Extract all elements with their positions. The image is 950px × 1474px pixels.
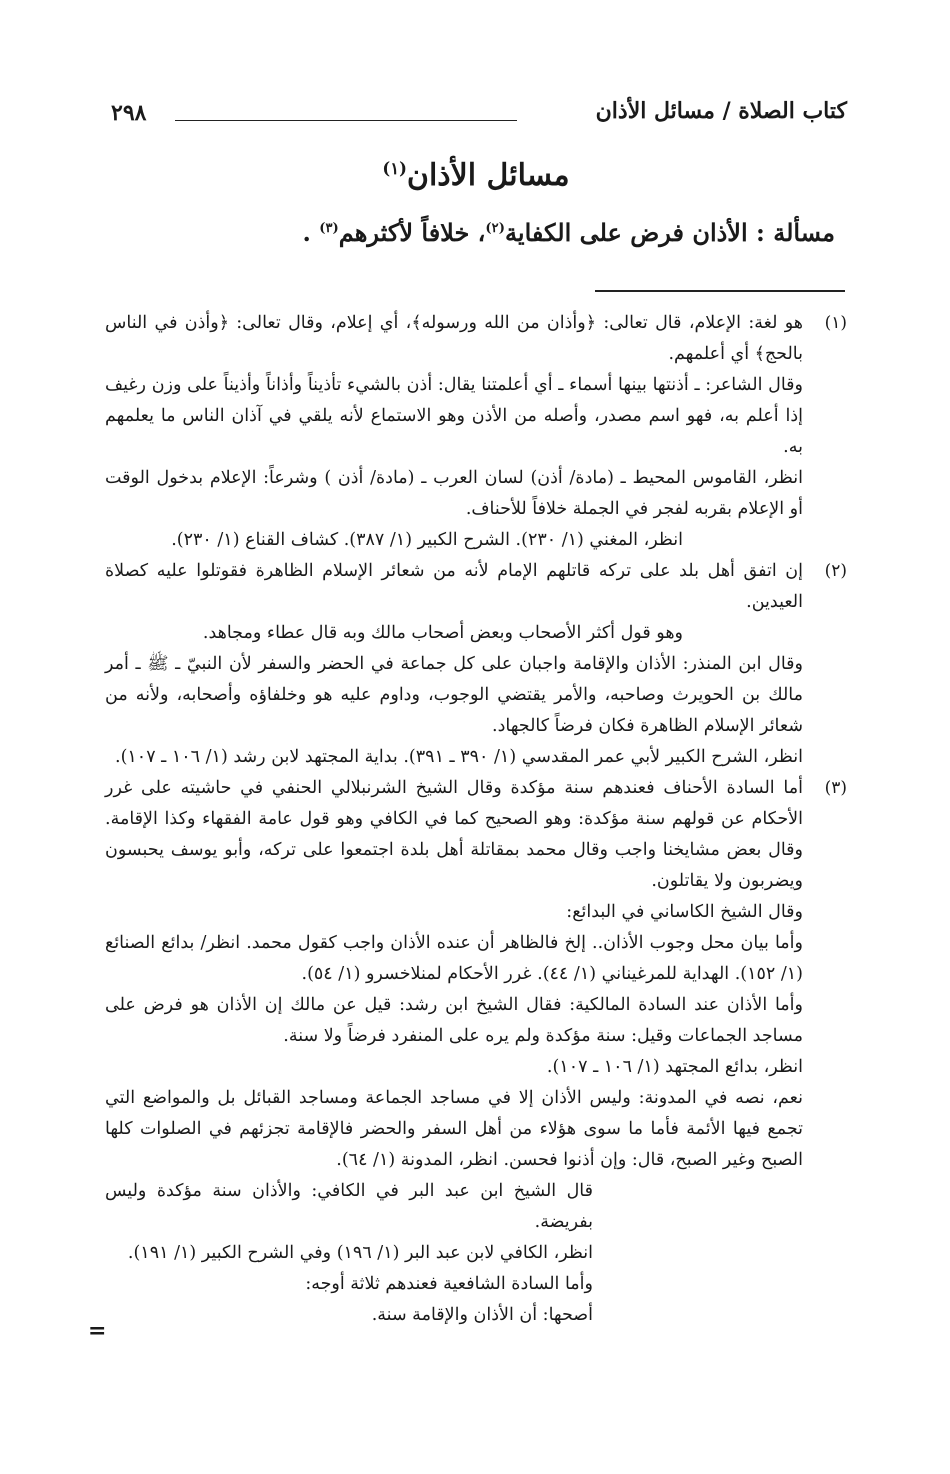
masala-text-b: ، خلافاً لأكثرهم xyxy=(338,218,486,247)
running-title: كتاب الصلاة / مسائل الأذان xyxy=(595,98,847,124)
footnote-2 xyxy=(105,556,847,773)
footnote-paragraph: وقال الشيخ الكاساني في البدائع: xyxy=(566,902,803,922)
masala-footnote-ref-3: (٣) xyxy=(319,221,339,236)
continuation-mark: = xyxy=(88,1318,107,1344)
footnote-paragraph: انظر، الكافي لابن عبد البر (١/ ١٩٦) وفي الشرح الكبير (١/ ١٩١). xyxy=(127,1243,593,1263)
chapter-title-text: مسائل الأذان xyxy=(406,158,570,193)
masala-text-a: الأذان فرض على الكفاية xyxy=(505,218,748,247)
footnote-number: (٣) xyxy=(824,778,847,798)
masala-end: . xyxy=(302,218,320,247)
footnote-paragraph: وأما بيان محل وجوب الأذان.. إلخ فالظاهر أن عنده الأذان واجب كقول محمد. انظر/ بدائع الصنائع (١/ ١٥٢). الهداية للمرغيناني (١/ ٤٤). غرر الأحكام لمنلاخسرو (١/ ٥٤). xyxy=(105,933,803,984)
footnote-paragraph: قال الشيخ ابن عبد البر في الكافي: والأذان سنة مؤكدة وليس بفريضة. xyxy=(105,1181,593,1232)
footnotes xyxy=(105,308,847,1331)
footnote-number: (١) xyxy=(824,313,847,333)
chapter-footnote-ref: (١) xyxy=(382,159,407,178)
footnote-paragraph: وأما الأذان عند السادة المالكية: فقال الشيخ ابن رشد: قيل عن مالك إن الأذان هو فرض على مساجد الجماعات وقيل: سنة مؤكدة ولم يره على المنفرد فرضاً ولا سنة. xyxy=(105,995,803,1046)
running-header xyxy=(105,96,847,136)
masala-statement xyxy=(105,218,845,247)
masala-footnote-ref-2: (٢) xyxy=(485,221,506,236)
footnote-1 xyxy=(105,308,847,556)
page-number: ٢٩٨ xyxy=(111,100,147,126)
footnote-paragraph: انظر، بدائع المجتهد (١/ ١٠٦ ـ ١٠٧). xyxy=(546,1057,803,1077)
chapter-title xyxy=(105,158,847,193)
footnote-paragraph: نعم، نصه في المدونة: وليس الأذان إلا في مساجد الجماعة ومساجد القبائل بل والمواضع التي تجمع فيها الأئمة فأما ما سوى هؤلاء من أهل السفر والحضر فالإقامة تجزئهم في الصلوات كلها الصبح وغير الصبح، قال: وإن أذنوا فحسن. انظر، المدونة (١/ ٦٤). xyxy=(105,1088,803,1170)
footnote-3 xyxy=(105,773,847,1331)
footnote-paragraph: أما السادة الأحناف فعندهم سنة مؤكدة وقال الشيخ الشرنبلالي الحنفي في حاشيته على غرر الأحكام عن قولهم سنة مؤكدة: وهو الصحيح كما في الكافي وهو قول عامة الفقهاء وكذا الإقامة. وقال بعض مشايخنا واجب وقال محمد بمقاتلة أهل بلدة اجتمعوا على تركه، وأبو يوسف يحبسون ويضربون ولا يقاتلون. xyxy=(105,778,803,891)
footnote-paragraph: انظر، القاموس المحيط ـ (مادة/ أذن) لسان العرب ـ (مادة/ أذن ) وشرعاً: الإعلام بدخول الوقت أو الإعلام بقربه لفجر في الجملة خلافاً للأحناف. xyxy=(105,468,803,519)
footnote-number: (٢) xyxy=(824,561,847,581)
footnote-paragraph: انظر، الشرح الكبير لأبي عمر المقدسي (١/ ٣٩٠ ـ ٣٩١). بداية المجتهد لابن رشد (١/ ١٠٦ ـ ١٠٧). xyxy=(115,747,803,767)
footnote-paragraph: وقال الشاعر: ـ أذنتها بينها أسماء ـ أي أعلمتنا يقال: أذن بالشيء تأذيناً وأذاناً وأذيناً على وزن رغيف إذا أعلم به، فهو اسم مصدر، وأصله من الأذن وهو الاستماع لأنه يلقي في آذان الناس ما يعلمهم به. xyxy=(105,375,803,457)
masala-label: مسألة : xyxy=(756,218,835,247)
footnote-paragraph: وقال ابن المنذر: الأذان والإقامة واجبان على كل جماعة في الحضر والسفر لأن النبيّ ـ ﷺ ـ أمر مالك بن الحويرث وصاحبه، والأمر يقتضي الوجوب، وداوم عليه هو وخلفاؤه وأصحابه، ولأنه من شعائر الإسلام الظاهرة فكان فرضاً كالجهاد. xyxy=(105,654,803,736)
footnote-paragraph: وهو قول أكثر الأصحاب وبعض أصحاب مالك وبه قال عطاء ومجاهد. xyxy=(202,623,683,643)
footnote-paragraph: انظر، المغني (١/ ٢٣٠). الشرح الكبير (١/ ٣٨٧). كشاف القناع (١/ ٢٣٠). xyxy=(171,530,683,550)
footnote-paragraph: وأما السادة الشافعية فعندهم ثلاثة أوجه: xyxy=(305,1274,593,1294)
footnote-paragraph: أصحها: أن الأذان والإقامة سنة. xyxy=(371,1305,593,1325)
footnote-paragraph: هو لغة: الإعلام، قال تعالى: ﴿وأذان من الله ورسوله﴾، أي إعلام، وقال تعالى: ﴿وأذن في الناس بالحج﴾ أي أعلمهم. xyxy=(105,313,803,364)
footnote-separator xyxy=(595,290,845,292)
footnote-paragraph: إن اتفق أهل بلد على تركه قاتلهم الإمام لأنه من شعائر الإسلام الظاهرة فقوتلوا عليه كصلاة العيدين. xyxy=(105,561,803,612)
header-rule xyxy=(175,120,517,121)
